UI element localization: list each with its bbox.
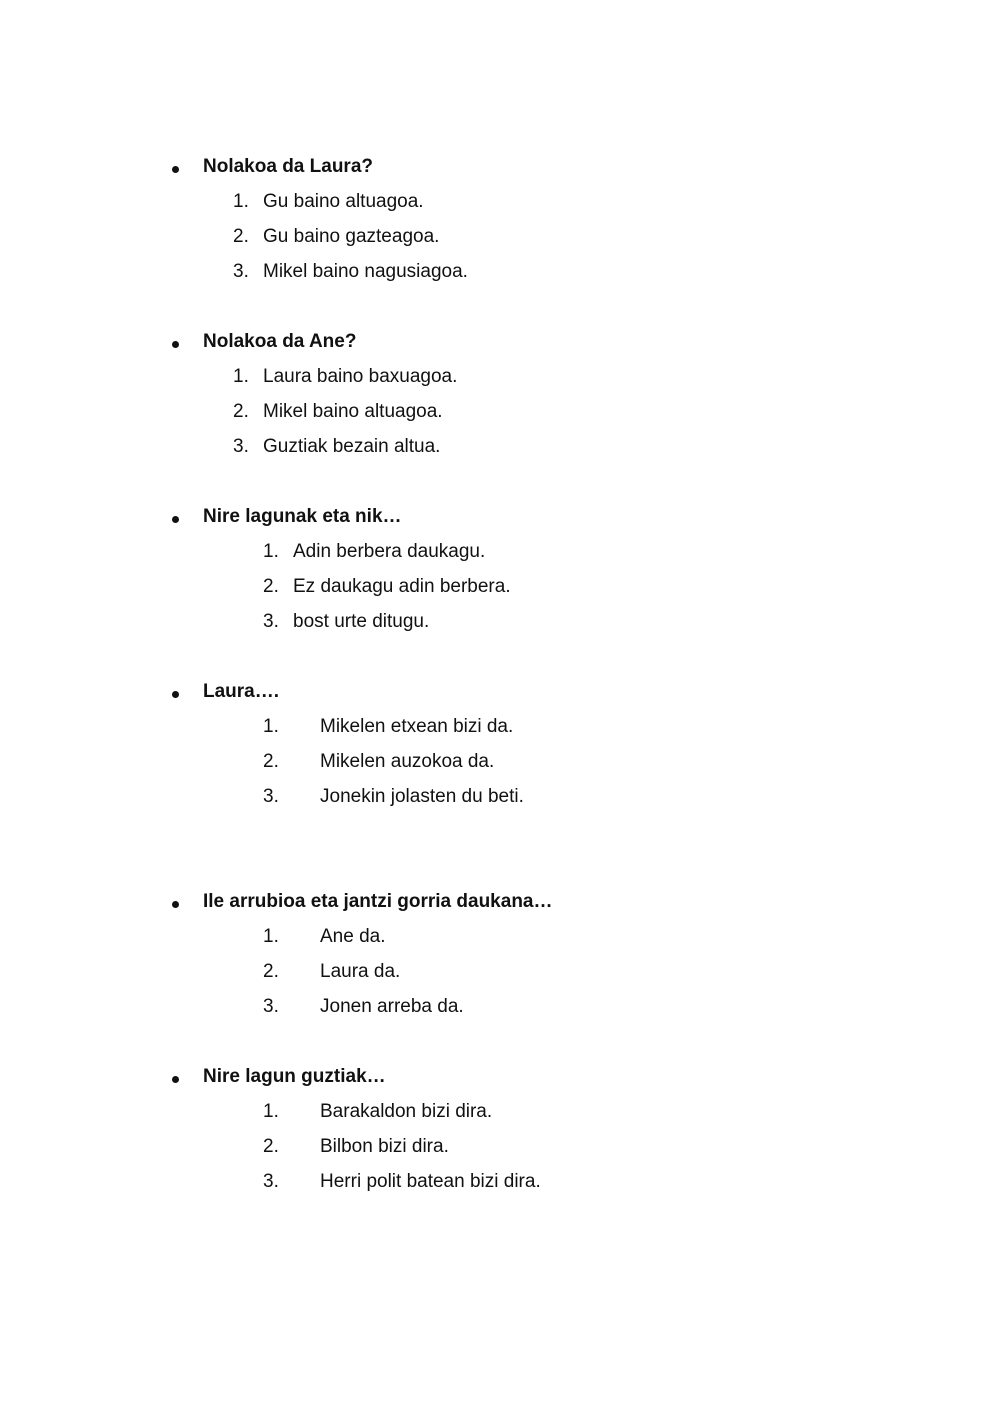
option-text: Guztiak bezain altua. [263, 436, 441, 457]
option-text: Gu baino altuagoa. [263, 191, 424, 212]
answer-option [0, 436, 1000, 471]
question-block [0, 506, 1000, 646]
option-number: 1. [263, 541, 279, 562]
question-block [0, 156, 1000, 296]
question-block [0, 331, 1000, 471]
question-header [0, 331, 1000, 366]
option-text: Mikelen etxean bizi da. [320, 716, 514, 737]
bullet-icon [172, 901, 179, 908]
option-number: 2. [233, 226, 249, 247]
option-number: 1. [263, 1101, 279, 1122]
answer-option [0, 961, 1000, 996]
option-number: 3. [263, 996, 279, 1017]
answer-option [0, 716, 1000, 751]
option-text: bost urte ditugu. [293, 611, 430, 632]
answer-option [0, 1171, 1000, 1206]
option-text: Ane da. [320, 926, 386, 947]
option-number: 2. [263, 576, 279, 597]
option-text: Jonekin jolasten du beti. [320, 786, 524, 807]
option-number: 1. [263, 716, 279, 737]
option-number: 3. [263, 611, 279, 632]
question-title: Ile arrubioa eta jantzi gorria daukana… [203, 891, 553, 912]
question-block [0, 681, 1000, 821]
option-text: Adin berbera daukagu. [293, 541, 486, 562]
option-number: 2. [263, 961, 279, 982]
bullet-icon [172, 691, 179, 698]
answer-option [0, 786, 1000, 821]
answer-option [0, 226, 1000, 261]
option-number: 1. [233, 366, 249, 387]
bullet-icon [172, 516, 179, 523]
answer-option [0, 1136, 1000, 1171]
option-text: Barakaldon bizi dira. [320, 1101, 493, 1122]
question-header [0, 891, 1000, 926]
question-header [0, 1066, 1000, 1101]
answer-option [0, 366, 1000, 401]
question-title: Nire lagun guztiak… [203, 1066, 386, 1087]
answer-option [0, 401, 1000, 436]
option-number: 3. [233, 436, 249, 457]
question-title: Nire lagunak eta nik… [203, 506, 402, 527]
question-title: Nolakoa da Ane? [203, 331, 357, 352]
option-text: Mikel baino nagusiagoa. [263, 261, 468, 282]
option-number: 2. [263, 1136, 279, 1157]
question-header [0, 506, 1000, 541]
question-title: Laura…. [203, 681, 280, 702]
answer-option [0, 751, 1000, 786]
option-number: 1. [263, 926, 279, 947]
option-number: 3. [233, 261, 249, 282]
option-text: Laura baino baxuagoa. [263, 366, 458, 387]
bullet-icon [172, 1076, 179, 1083]
question-header [0, 681, 1000, 716]
question-header [0, 156, 1000, 191]
option-text: Bilbon bizi dira. [320, 1136, 449, 1157]
question-block [0, 1066, 1000, 1206]
bullet-icon [172, 166, 179, 173]
question-block [0, 891, 1000, 1031]
answer-option [0, 191, 1000, 226]
option-text: Ez daukagu adin berbera. [293, 576, 511, 597]
option-text: Laura da. [320, 961, 401, 982]
answer-option [0, 1101, 1000, 1136]
option-number: 2. [233, 401, 249, 422]
option-number: 1. [233, 191, 249, 212]
answer-option [0, 996, 1000, 1031]
option-text: Mikel baino altuagoa. [263, 401, 443, 422]
answer-option [0, 611, 1000, 646]
option-text: Gu baino gazteagoa. [263, 226, 440, 247]
option-number: 2. [263, 751, 279, 772]
option-text: Mikelen auzokoa da. [320, 751, 495, 772]
option-number: 3. [263, 1171, 279, 1192]
option-number: 3. [263, 786, 279, 807]
option-text: Herri polit batean bizi dira. [320, 1171, 541, 1192]
bullet-icon [172, 341, 179, 348]
answer-option [0, 541, 1000, 576]
answer-option [0, 926, 1000, 961]
answer-option [0, 261, 1000, 296]
question-title: Nolakoa da Laura? [203, 156, 373, 177]
option-text: Jonen arreba da. [320, 996, 464, 1017]
answer-option [0, 576, 1000, 611]
